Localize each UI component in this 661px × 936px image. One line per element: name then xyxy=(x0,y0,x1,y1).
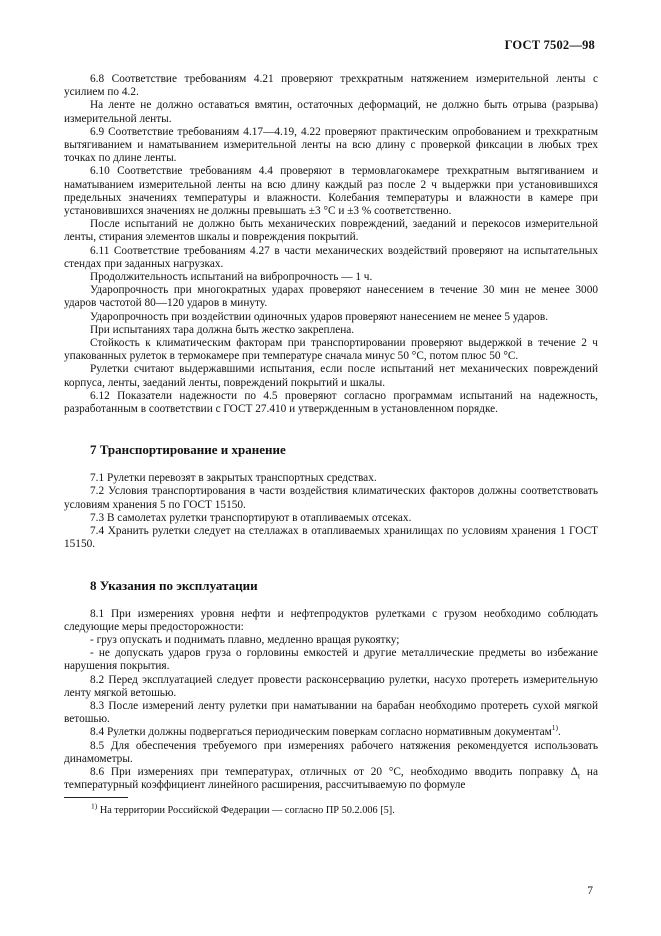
section-8-heading: 8 Указания по эксплуатации xyxy=(90,577,258,593)
paragraph: При испытаниях тара должна быть жестко закреплена. xyxy=(90,323,355,336)
footnote xyxy=(91,801,395,817)
section7-body xyxy=(64,472,598,551)
footnote-marker: 1) xyxy=(91,801,98,811)
paragraph: Ударопрочность при воздействии одиночных ударов проверяют нанесением не менее 5 ударов. xyxy=(90,310,549,323)
paragraph: Ударопрочность при многократных ударах проверяют нанесением в течение 30 мин не менее 3000 ударов частотой 80—120 ударов в минуту. xyxy=(64,284,598,310)
paragraph: На ленте не должно оставаться вмятин, остаточных деформаций, не должно быть отрыва (разрыва) измерительной ленты. xyxy=(64,99,598,125)
section8-body xyxy=(64,608,598,793)
footnote-divider xyxy=(64,797,128,798)
section6-continuation xyxy=(64,73,598,416)
section-7-heading: 7 Транспортирование и хранение xyxy=(90,442,286,458)
paragraph: 8.2 Перед эксплуатацией следует провести расконсервацию рулетки, насухо протереть измерительную ленту мягкой ветошью. xyxy=(64,673,598,699)
page-number: 7 xyxy=(587,885,593,897)
paragraph: 6.12 Показатели надежности по 4.5 проверяют согласно программам испытаний на надежность, разработанным в соответствии с ГОСТ 27.410 и утвержденным в установленном порядке. xyxy=(64,389,598,416)
paragraph: 7.1 Рулетки перевозят в закрытых транспортных средствах. xyxy=(90,472,377,485)
paragraph: 6.11 Соответствие требованиям 4.27 в части механических воздействий проверяют на испытательных стендах при заданных нагрузках. xyxy=(64,244,598,270)
paragraph: 8.3 После измерений ленту рулетки при наматывании на барабан необходимо протереть сухой мягкой ветошью. xyxy=(64,699,598,726)
paragraph: 7.2 Условия транспортирования в части воздействия климатических факторов должны соответствовать условиям хранения 5 по ГОСТ 15150. xyxy=(64,485,598,511)
paragraph-text: на температурный коэффициент линейного расширения, рассчитываемую по формуле xyxy=(64,765,598,792)
subscript-t: t xyxy=(577,771,581,781)
paragraph: 7.3 В самолетах рулетки транспортируют в отапливаемых отсеках. xyxy=(90,511,412,524)
footnote-text: На территории Российской Федерации — согласно ПР 50.2.006 [5]. xyxy=(97,805,395,816)
paragraph: 6.8 Соответствие требованиям 4.21 проверяют трехкратным натяжением измерительной ленты с усилием по 4.2. xyxy=(64,73,598,99)
paragraph: После испытаний не должно быть механических повреждений, заеданий и перекосов измерительной ленты, стирания элементов шкалы и повреждения покрытий. xyxy=(64,218,598,244)
page-content xyxy=(64,73,598,792)
paragraph-8-4 xyxy=(64,723,598,739)
paragraph-text: 8.6 При измерениях при температурах, отличных от 20 °С, необходимо вводить поправку Δ xyxy=(90,765,578,778)
paragraph: 6.9 Соответствие требованиям 4.17—4.19, 4.22 проверяют практическим опробованием и трехкратным вытягиванием и наматыванием измерительной ленты на всю длину с проверкой фиксации в любых трех точках по длине ленты. xyxy=(64,125,598,165)
paragraph-text: 8.4 Рулетки должны подвергаться периодическим поверкам согласно нормативным документам xyxy=(90,726,552,739)
paragraph: 7.4 Хранить рулетки следует на стеллажах в отапливаемых хранилищах по условиям хранения 1 ГОСТ 15150. xyxy=(64,525,598,551)
paragraph: 6.10 Соответствие требованиям 4.4 проверяют в термовлагокамере трехкратным вытягиванием и наматыванием измерительной ленты на всю длину каждый раз после 2 ч выдержки при установившихся предельных значениях температуры и влажности. Колебания температуры и влажности в камере при установившихся значениях не должны превышать ±3 °С и ±3 % соответственно. xyxy=(64,165,598,218)
paragraph: - не допускать ударов груза о горловины емкостей и другие металлические предметы во избежание нарушения покрытия. xyxy=(64,647,598,673)
paragraph: Рулетки считают выдержавшими испытания, если после испытаний нет механических повреждений корпуса, ленты, заеданий ленты, повреждений покрытий и шкалы. xyxy=(64,363,598,389)
paragraph-8-6 xyxy=(64,766,598,792)
paragraph: 8.5 Для обеспечения требуемого при измерениях рабочего натяжения рекомендуется использовать динамометры. xyxy=(64,739,598,765)
paragraph: Стойкость к климатическим факторам при транспортировании проверяют выдержкой в течение 2 ч упакованных рулеток в термокамере при температуре сначала минус 50 °С, потом плюс 50 °С. xyxy=(64,337,598,363)
paragraph: Продолжительность испытаний на вибропрочность — 1 ч. xyxy=(90,271,373,284)
document-id-header: ГОСТ 7502—98 xyxy=(504,38,595,52)
paragraph: 8.1 При измерениях уровня нефти и нефтепродуктов рулетками с грузом необходимо соблюдать следующие меры предосторожности: xyxy=(64,607,598,633)
footnote-reference: 1) xyxy=(551,723,559,733)
punctuation: . xyxy=(558,726,561,739)
paragraph: - груз опускать и поднимать плавно, медленно вращая рукоятку; xyxy=(90,633,400,646)
